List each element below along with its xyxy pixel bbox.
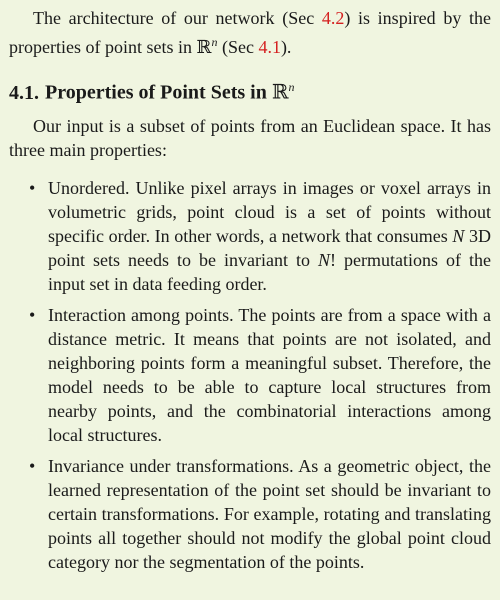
bullet-2-text: Interaction among points. The points are from a space with a distance metric. It means that points are not isolated, and neighboring points form a meaningful subset. Therefore, the model needs to be able to capture local structures from nearby points, and the combinatorial interactions among local structures. (48, 304, 491, 445)
real-space-symbol: ℝ (196, 37, 212, 58)
intro-text-1: The architecture of our network (Sec (33, 8, 322, 28)
bullet-icon: • (29, 177, 36, 198)
section-ref-4-1[interactable]: 4.1 (258, 37, 281, 57)
bullet-icon: • (29, 455, 36, 476)
properties-list (9, 176, 491, 574)
heading-real-space-symbol: ℝ (271, 79, 289, 104)
real-space-exponent: n (211, 35, 218, 49)
section-title: Properties of Point Sets in (45, 81, 272, 104)
list-item (9, 303, 491, 447)
math-N: N (318, 249, 331, 270)
bullet-1-text-a: Unordered. Unlike pixel arrays in images or voxel arrays in volumetric grids, point cloud is a set of points without specific order. In other words, a network that consumes (48, 177, 491, 246)
body-paragraph: Our input is a subset of points from an Euclidean space. It has three main properties: (9, 115, 491, 160)
intro-paragraph (9, 6, 491, 60)
intro-text-4: ). (280, 37, 292, 57)
bullet-3-text: Invariance under transformations. As a geometric object, the learned representation of the point set should be invariant to certain transformations. For example, rotating and translating points all together should not modify the global point cloud category nor the segmentation of the points. (48, 455, 491, 572)
bullet-icon: • (29, 304, 36, 325)
heading-real-space-exponent: n (288, 80, 295, 94)
section-ref-4-2[interactable]: 4.2 (321, 8, 345, 28)
bullet-1-text-b: 3D point sets needs to be invariant to (48, 225, 491, 270)
intro-text-2: ) is inspired by the properties of point sets in (9, 8, 491, 57)
intro-text-3: (Sec (217, 37, 259, 57)
list-item (9, 454, 491, 574)
math-N: N (452, 225, 465, 246)
bullet-1-text-c: ! permutations of the input set in data feeding order. (48, 249, 491, 294)
list-item (9, 176, 491, 296)
section-number: 4.1. (9, 81, 39, 104)
section-heading (9, 74, 491, 106)
